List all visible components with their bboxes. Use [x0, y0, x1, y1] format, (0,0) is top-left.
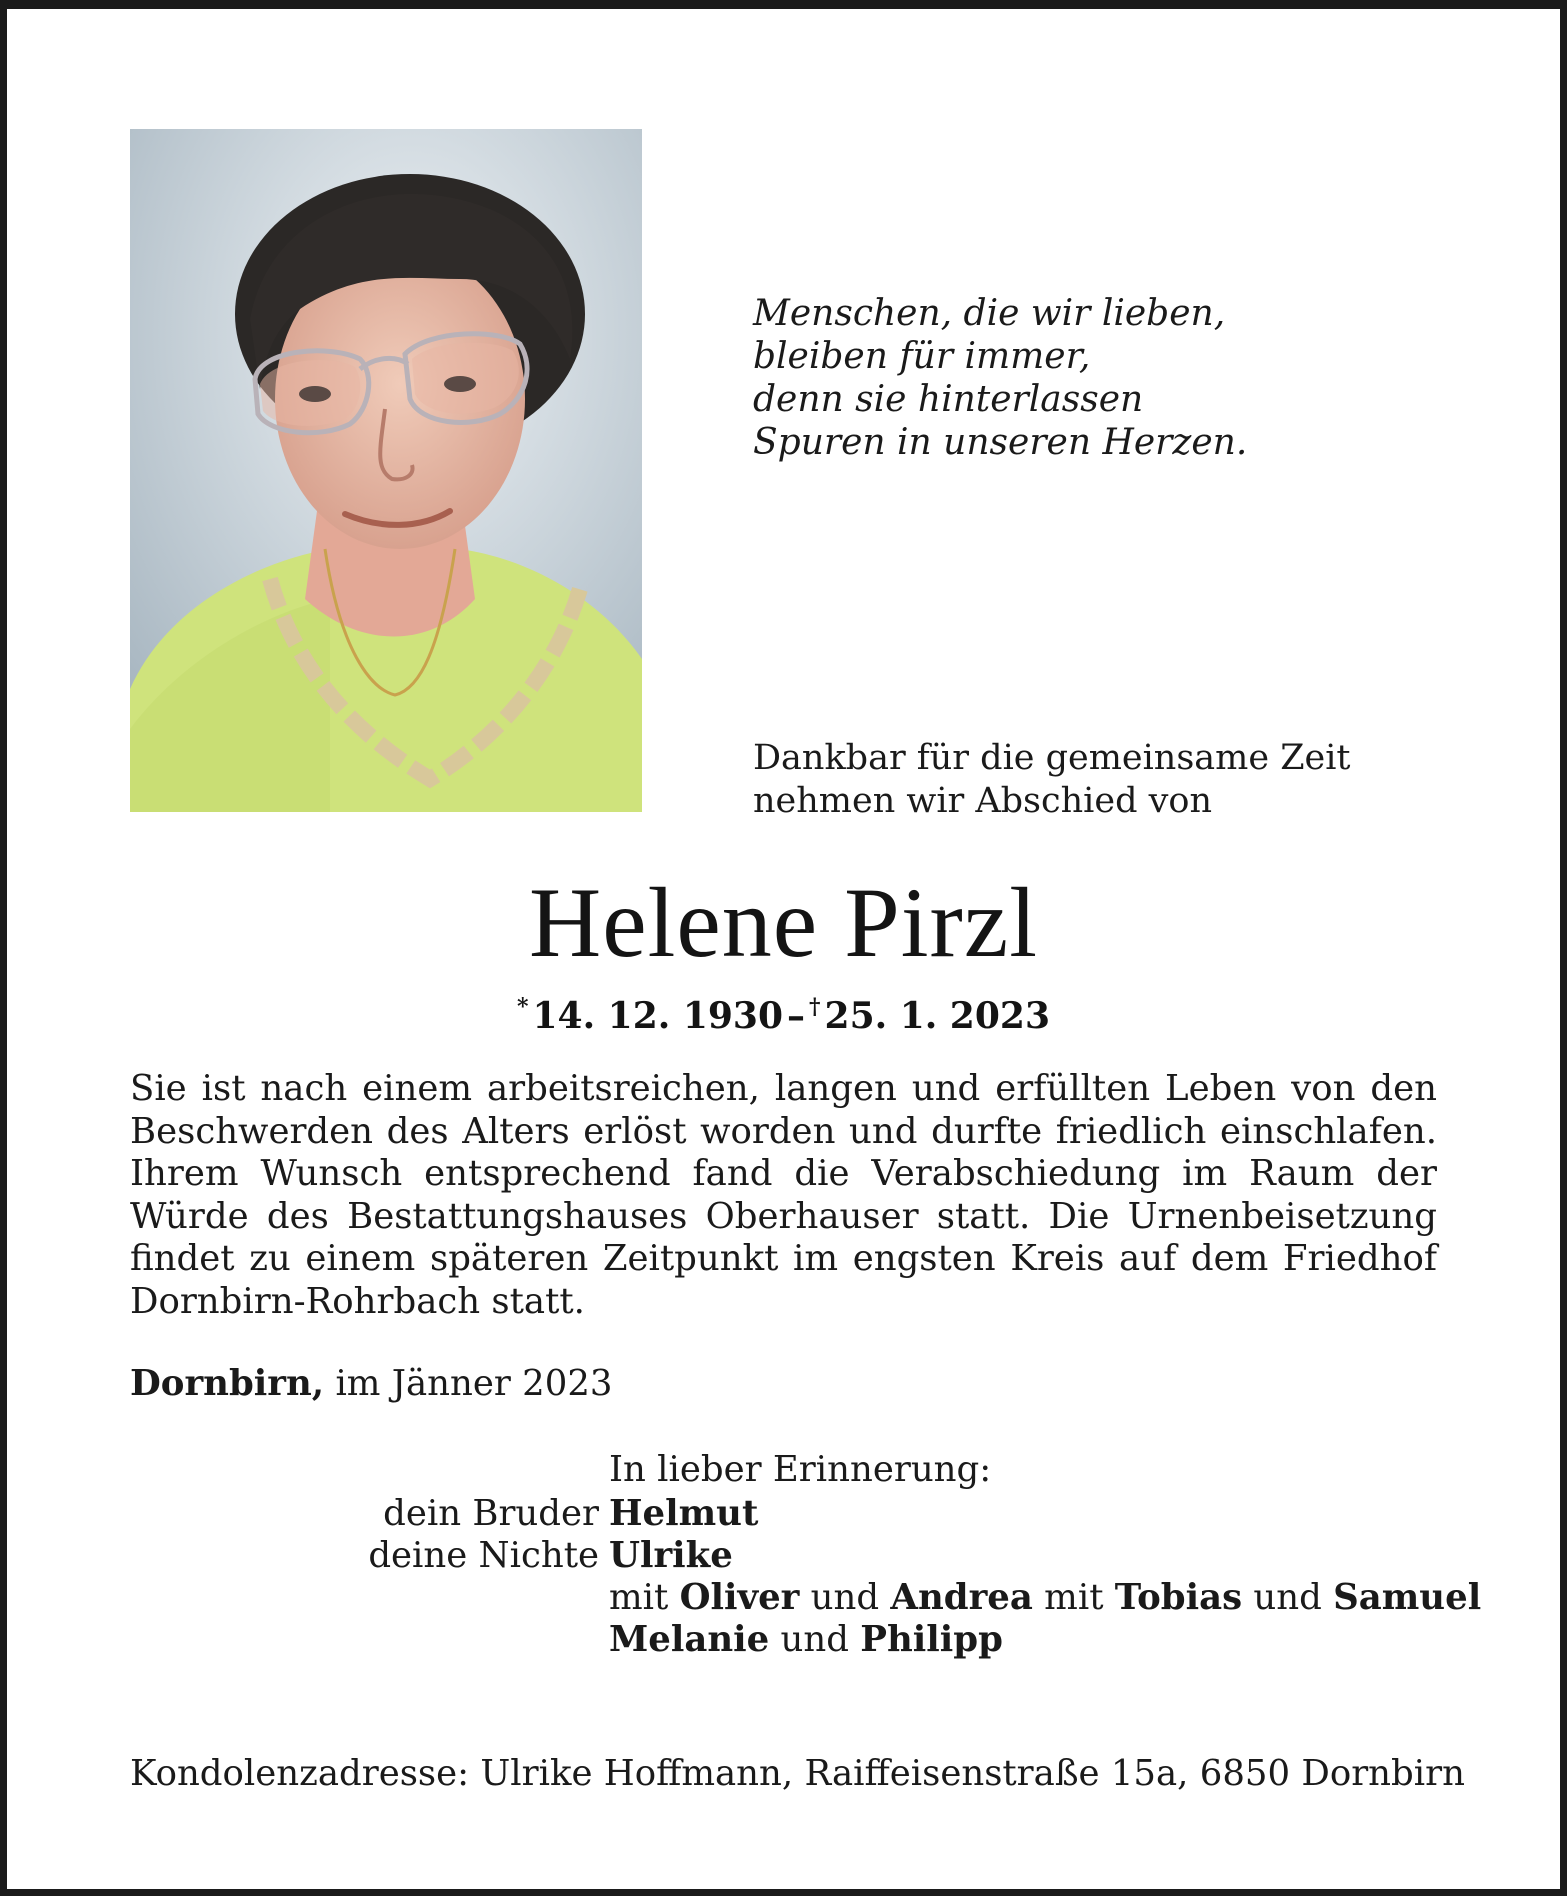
- condolence-address: Kondolenzadresse: Ulrike Hoffmann, Raiffeisenstraße 15a, 6850 Dornbirn: [130, 1753, 1465, 1794]
- mourner-row-children: [609, 1618, 1003, 1661]
- mourner-name: Andrea: [890, 1577, 1033, 1618]
- mourner-name: Samuel: [1333, 1577, 1482, 1618]
- relation-label: deine Nichte: [368, 1535, 599, 1576]
- poem-line: denn sie hinterlassen: [753, 379, 1144, 420]
- birth-date: 14. 12. 1930: [532, 995, 784, 1037]
- mourner-name: Tobias: [1114, 1577, 1243, 1618]
- portrait-illustration: [130, 129, 642, 812]
- place-date: [130, 1362, 613, 1405]
- niece-name: Ulrike: [609, 1535, 733, 1576]
- deceased-name: Helene Pirzl: [528, 867, 1039, 978]
- mourner-name: [609, 1492, 758, 1535]
- place-month: im Jänner 2023: [324, 1363, 613, 1404]
- mourner-name: [609, 1534, 733, 1577]
- intro-text: [753, 737, 1351, 823]
- mourner-name: Philipp: [860, 1619, 1003, 1660]
- portrait-photo: [130, 129, 642, 812]
- brother-name: Helmut: [609, 1493, 759, 1534]
- poem-line: Spuren in unseren Herzen.: [753, 422, 1248, 463]
- obituary-text: Sie ist nach einem arbeitsreichen, langen und erfüllten Leben von den Beschwerden des Alters erlöst worden und durfte friedlich einschlafen. Ihrem Wunsch entsprechend fand die Verabschiedung im Raum der Würde des Bestattungshauses Oberhauser statt. Die Urnenbeisetzung findet zu einem späteren Zeitpunkt im engsten Kreis auf dem Friedhof Dornbirn-Rohrbach statt.: [130, 1068, 1437, 1322]
- date-dash: –: [787, 995, 806, 1037]
- place-city: Dornbirn,: [130, 1363, 325, 1404]
- connector-word: und: [769, 1619, 861, 1660]
- connector-word: und: [799, 1577, 891, 1618]
- connector-word: und: [1242, 1577, 1334, 1618]
- poem-line: bleiben für immer,: [753, 336, 1091, 377]
- life-dates: [0, 985, 1567, 1038]
- connector-word: mit: [1032, 1577, 1115, 1618]
- intro-line: Dankbar für die gemeinsame Zeit: [753, 738, 1351, 778]
- intro-line: nehmen wir Abschied von: [753, 781, 1212, 821]
- poem-line: Menschen, die wir lieben,: [753, 293, 1226, 334]
- birth-symbol: *: [516, 994, 529, 1020]
- mourner-name: Oliver: [679, 1577, 800, 1618]
- connector-word: mit: [609, 1577, 680, 1618]
- relation-label: dein Bruder: [383, 1493, 599, 1534]
- poem: [753, 292, 1247, 464]
- death-date: 25. 1. 2023: [824, 995, 1051, 1037]
- mourner-row-children: [609, 1576, 1481, 1619]
- mourners-heading: In lieber Erinnerung:: [609, 1449, 992, 1490]
- mourner-name: Melanie: [609, 1619, 770, 1660]
- death-symbol: †: [809, 994, 821, 1020]
